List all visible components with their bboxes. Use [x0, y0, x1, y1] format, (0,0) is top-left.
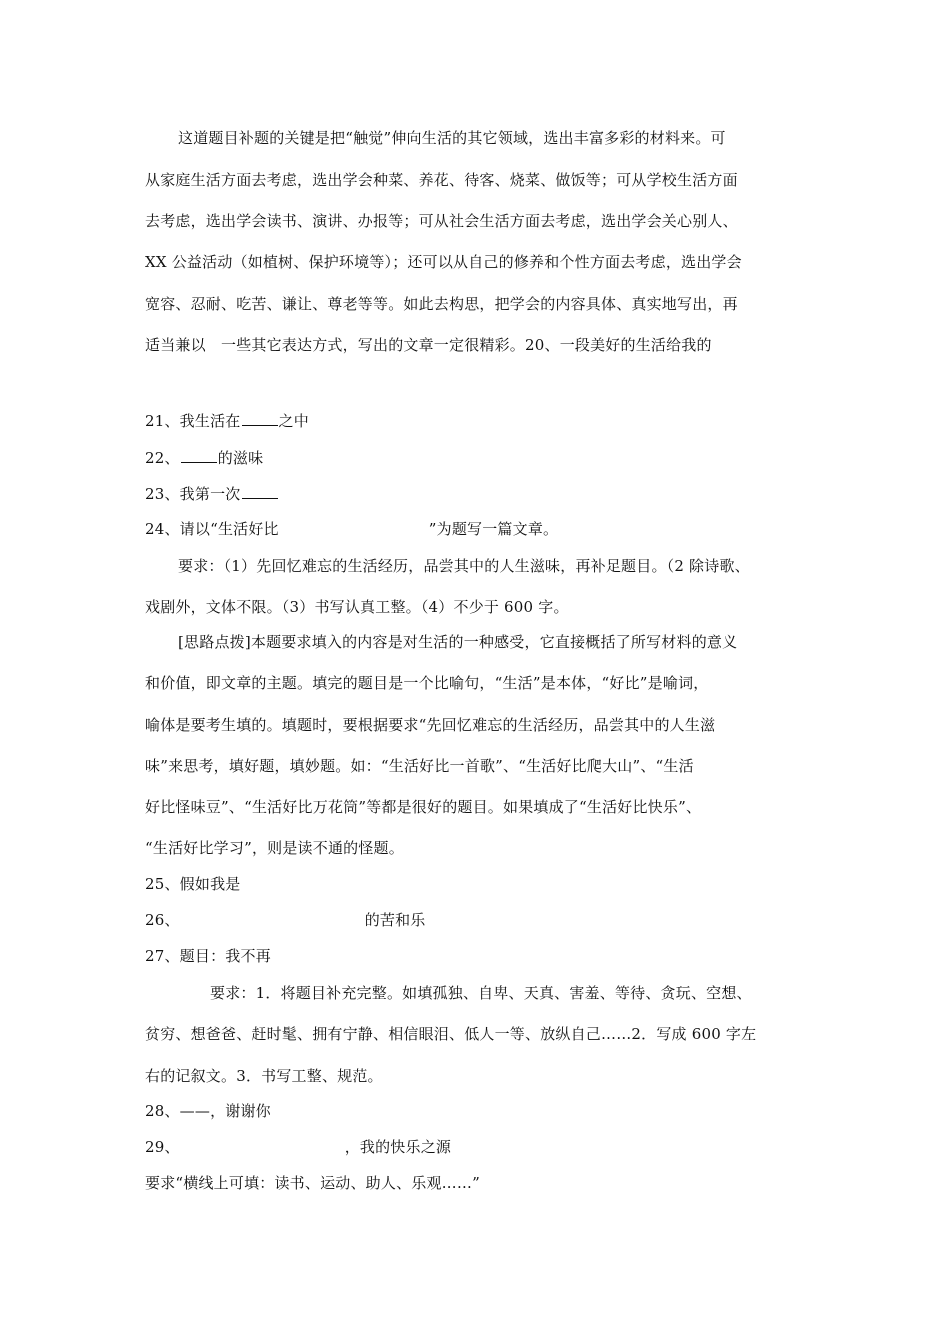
item-27-requirement: 右的记叙文。3．书写工整、规范。 [145, 1067, 383, 1085]
item-21-prefix: 21、我生活在 [145, 412, 241, 430]
item-24-suffix: ”为题写一篇文章。 [428, 520, 559, 538]
paragraph-line: 去考虑，选出学会读书、演讲、办报等；可从社会生活方面去考虑，选出学会关心别人、 [145, 212, 738, 230]
hint-line: 味”来思考，填好题，填妙题。如：“生活好比一首歌”、“生活好比爬大山”、“生活 [145, 757, 694, 775]
paragraph-line: 适当兼以 一些其它表达方式，写出的文章一定很精彩。20、一段美好的生活给我的 [145, 336, 712, 354]
item-21 [145, 411, 825, 431]
item-29 [145, 1137, 825, 1157]
hint-line: 和价值，即文章的主题。填完的题目是一个比喻句，“生活”是本体，“好比”是喻词， [145, 674, 709, 692]
item-26-prefix: 26、 [145, 911, 180, 929]
paragraph-line: 这道题目补题的关键是把“触觉”伸向生活的其它领域，选出丰富多彩的材料来。可 [178, 129, 726, 147]
item-21-suffix: 之中 [278, 412, 309, 430]
fill-blank [181, 450, 217, 463]
hint-line: 好比怪味豆”、“生活好比万花筒”等都是很好的题目。如果填成了“生活好比快乐”、 [145, 798, 702, 816]
hint-line: “生活好比学习”，则是读不通的怪题。 [145, 839, 404, 857]
hint-line: [思路点拨]本题要求填入的内容是对生活的一种感受，它直接概括了所写材料的意义 [178, 633, 738, 651]
hint-line: 喻体是要考生填的。填题时，要根据要求“先回忆难忘的生活经历，品尝其中的人生滋 [145, 716, 716, 734]
item-24-prefix: 24、请以“生活好比 [145, 520, 279, 538]
item-24-requirement: 戏剧外，文体不限。（3）书写认真工整。（4）不少于 600 字。 [145, 598, 569, 616]
item-29-requirement: 要求“横线上可填：读书、运动、助人、乐观……” [145, 1174, 480, 1192]
item-28: 28、——，谢谢你 [145, 1102, 271, 1120]
item-24-requirement: 要求：（1）先回忆难忘的生活经历，品尝其中的人生滋味，再补足题目。（2 除诗歌、 [178, 557, 750, 575]
item-22 [145, 448, 825, 468]
item-22-prefix: 22、 [145, 449, 180, 467]
paragraph-line: XX 公益活动（如植树、保护环境等）；还可以从自己的修养和个性方面去考虑，选出学会 [145, 253, 742, 271]
item-23-prefix: 23、我第一次 [145, 485, 241, 503]
fill-blank [242, 486, 278, 499]
item-26-suffix: 的苦和乐 [364, 911, 426, 929]
item-27: 27、题目：我不再 [145, 947, 271, 965]
item-29-suffix: ，我的快乐之源 [344, 1138, 452, 1156]
fill-blank [242, 413, 278, 426]
item-26 [145, 910, 825, 930]
item-29-prefix: 29、 [145, 1138, 180, 1156]
item-25: 25、假如我是 [145, 875, 241, 893]
item-22-suffix: 的滋味 [217, 449, 264, 467]
item-27-requirement: 要求：1．将题目补充完整。如填孤独、自卑、天真、害羞、等待、贪玩、空想、 [210, 984, 752, 1002]
paragraph-line: 宽容、忍耐、吃苦、谦让、尊老等等。如此去构思，把学会的内容具体、真实地写出，再 [145, 295, 738, 313]
item-24 [145, 519, 825, 539]
item-23 [145, 484, 825, 504]
item-27-requirement: 贫穷、想爸爸、赶时髦、拥有宁静、相信眼泪、低人一等、放纵自己……2．写成 600 字左 [145, 1025, 757, 1043]
paragraph-line: 从家庭生活方面去考虑，选出学会种菜、养花、待客、烧菜、做饭等；可从学校生活方面 [145, 171, 738, 189]
